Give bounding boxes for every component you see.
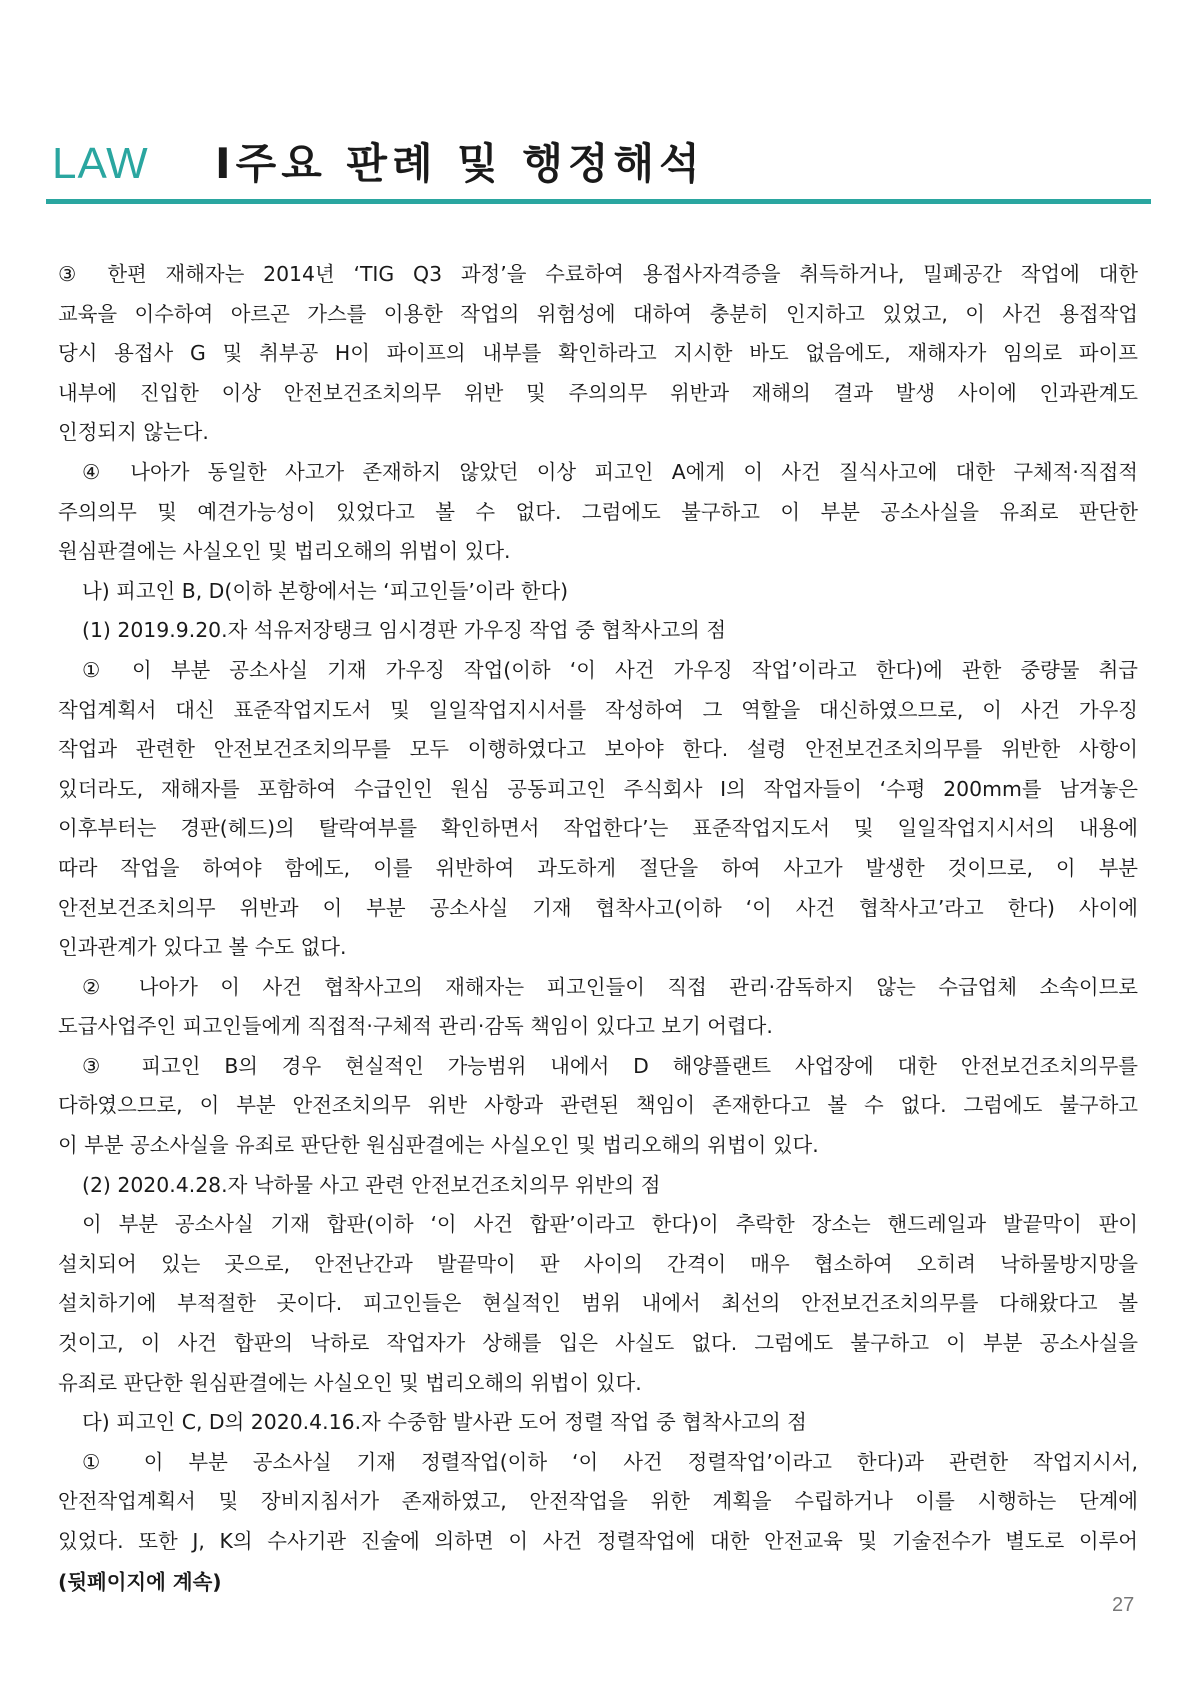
text-line: 것이고, 이 사건 합판의 낙하로 작업자가 상해를 입은 사실도 없다. 그럼에도 불구하고 이 부분 공소사실을 [58,1331,1138,1356]
text-line: 인정되지 않는다. [58,420,209,445]
text-line: 유죄로 판단한 원심판결에는 사실오인 및 법리오해의 위법이 있다. [58,1370,642,1395]
text-line: 설치되어 있는 곳으로, 안전난간과 발끝막이 판 사이의 간격이 매우 협소하여 오히려 낙하물방지망을 [58,1251,1138,1276]
continue-note: (뒷페이지에 계속) [58,1570,222,1594]
text-line: 이후부터는 경판(헤드)의 탈락여부를 확인하면서 작업한다’는 표준작업지도서 및 일일작업지시서의 내용에 [58,816,1138,841]
page-number: 27 [1112,1594,1135,1616]
text-line: ② 나아가 이 사건 협착사고의 재해자는 피고인들이 직접 관리·감독하지 않는 수급업체 소속이므로 [82,974,1138,999]
text-line: 작업과 관련한 안전보건조치의무를 모두 이행하였다고 보아야 한다. 설령 안전보건조치의무를 위반한 사항이 [58,737,1138,762]
document-body [58,255,1138,1562]
text-line: 원심판결에는 사실오인 및 법리오해의 위법이 있다. [58,539,511,564]
text-line: 안전작업계획서 및 장비지침서가 존재하였고, 안전작업을 위한 계획을 수립하거나 이를 시행하는 단계에 [58,1489,1138,1514]
text-line: 이 부분 공소사실을 유죄로 판단한 원심판결에는 사실오인 및 법리오해의 위법이 있다. [58,1133,819,1158]
text-line: 다하였으므로, 이 부분 안전조치의무 위반 사항과 관련된 책임이 존재한다고 볼 수 없다. 그럼에도 불구하고 [58,1093,1138,1118]
text-line: 이 부분 공소사실 기재 합판(이하 ‘이 사건 합판’이라고 한다)이 추락한 장소는 핸드레일과 발끝막이 판이 [82,1212,1138,1237]
text-line: 나) 피고인 B, D(이하 본항에서는 ‘피고인들’이라 한다) [82,578,569,603]
text-line: 따라 작업을 하여야 함에도, 이를 위반하여 과도하게 절단을 하여 사고가 발생한 것이므로, 이 부분 [58,855,1138,880]
text-line: 인과관계가 있다고 볼 수도 없다. [58,935,347,960]
text-line: (2) 2020.4.28.자 낙하물 사고 관련 안전보건조치의무 위반의 점 [82,1172,661,1197]
text-line: ③ 한편 재해자는 2014년 ‘TIG Q3 과정’을 수료하여 용접사자격증을 취득하거나, 밀폐공간 작업에 대한 [58,262,1138,286]
text-line: 내부에 진입한 이상 안전보건조치의무 위반 및 주의의무 위반과 재해의 결과 발생 사이에 인과관계도 [58,380,1138,405]
text-line: 당시 용접사 G 및 취부공 H이 파이프의 내부를 확인하라고 지시한 바도 없음에도, 재해자가 임의로 파이프 [58,341,1138,366]
text-line: ④ 나아가 동일한 사고가 존재하지 않았던 이상 피고인 A에게 이 사건 질식사고에 대한 구체적·직접적 [82,459,1138,484]
text-line: 있었다. 또한 J, K의 수사기관 진술에 의하면 이 사건 정렬작업에 대한 안전교육 및 기술전수가 별도로 이루어 [58,1529,1138,1553]
section-tag: LAW [52,139,149,188]
text-line: 주의의무 및 예견가능성이 있었다고 볼 수 없다. 그럼에도 불구하고 이 부분 공소사실을 유죄로 판단한 [58,499,1138,524]
page-header [52,136,1152,196]
text-line: 도급사업주인 피고인들에게 직접적·구체적 관리·감독 책임이 있다고 보기 어렵다. [58,1014,773,1039]
text-line: 설치하기에 부적절한 곳이다. 피고인들은 현실적인 범위 내에서 최선의 안전보건조치의무를 다해왔다고 볼 [58,1291,1138,1316]
text-line: 교육을 이수하여 아르곤 가스를 이용한 작업의 위험성에 대하여 충분히 인지하고 있었고, 이 사건 용접작업 [58,301,1138,326]
text-line: 있더라도, 재해자를 포함하여 수급인인 원심 공동피고인 주식회사 I의 작업자들이 ‘수평 200mm를 남겨놓은 [58,776,1138,801]
text-line: 작업계획서 대신 표준작업지도서 및 일일작업지시서를 작성하여 그 역할을 대신하였으므로, 이 사건 가우징 [58,697,1138,722]
page-title: Ⅰ주요 판례 및 행정해석 [215,139,705,188]
header-divider [46,199,1151,204]
text-line: (1) 2019.9.20.자 석유저장탱크 임시경판 가우징 작업 중 협착사고의 점 [82,618,727,643]
text-line: 다) 피고인 C, D의 2020.4.16.자 수중함 발사관 도어 정렬 작업 중 협착사고의 점 [82,1410,807,1435]
text-line: ① 이 부분 공소사실 기재 가우징 작업(이하 ‘이 사건 가우징 작업’이라고 한다)에 관한 중량물 취급 [82,657,1138,682]
text-line: ① 이 부분 공소사실 기재 정렬작업(이하 ‘이 사건 정렬작업’이라고 한다)과 관련한 작업지시서, [82,1449,1138,1474]
text-line: 안전보건조치의무 위반과 이 부분 공소사실 기재 협착사고(이하 ‘이 사건 협착사고’라고 한다) 사이에 [58,895,1138,920]
text-line: ③ 피고인 B의 경우 현실적인 가능범위 내에서 D 해양플랜트 사업장에 대한 안전보건조치의무를 [82,1053,1138,1078]
